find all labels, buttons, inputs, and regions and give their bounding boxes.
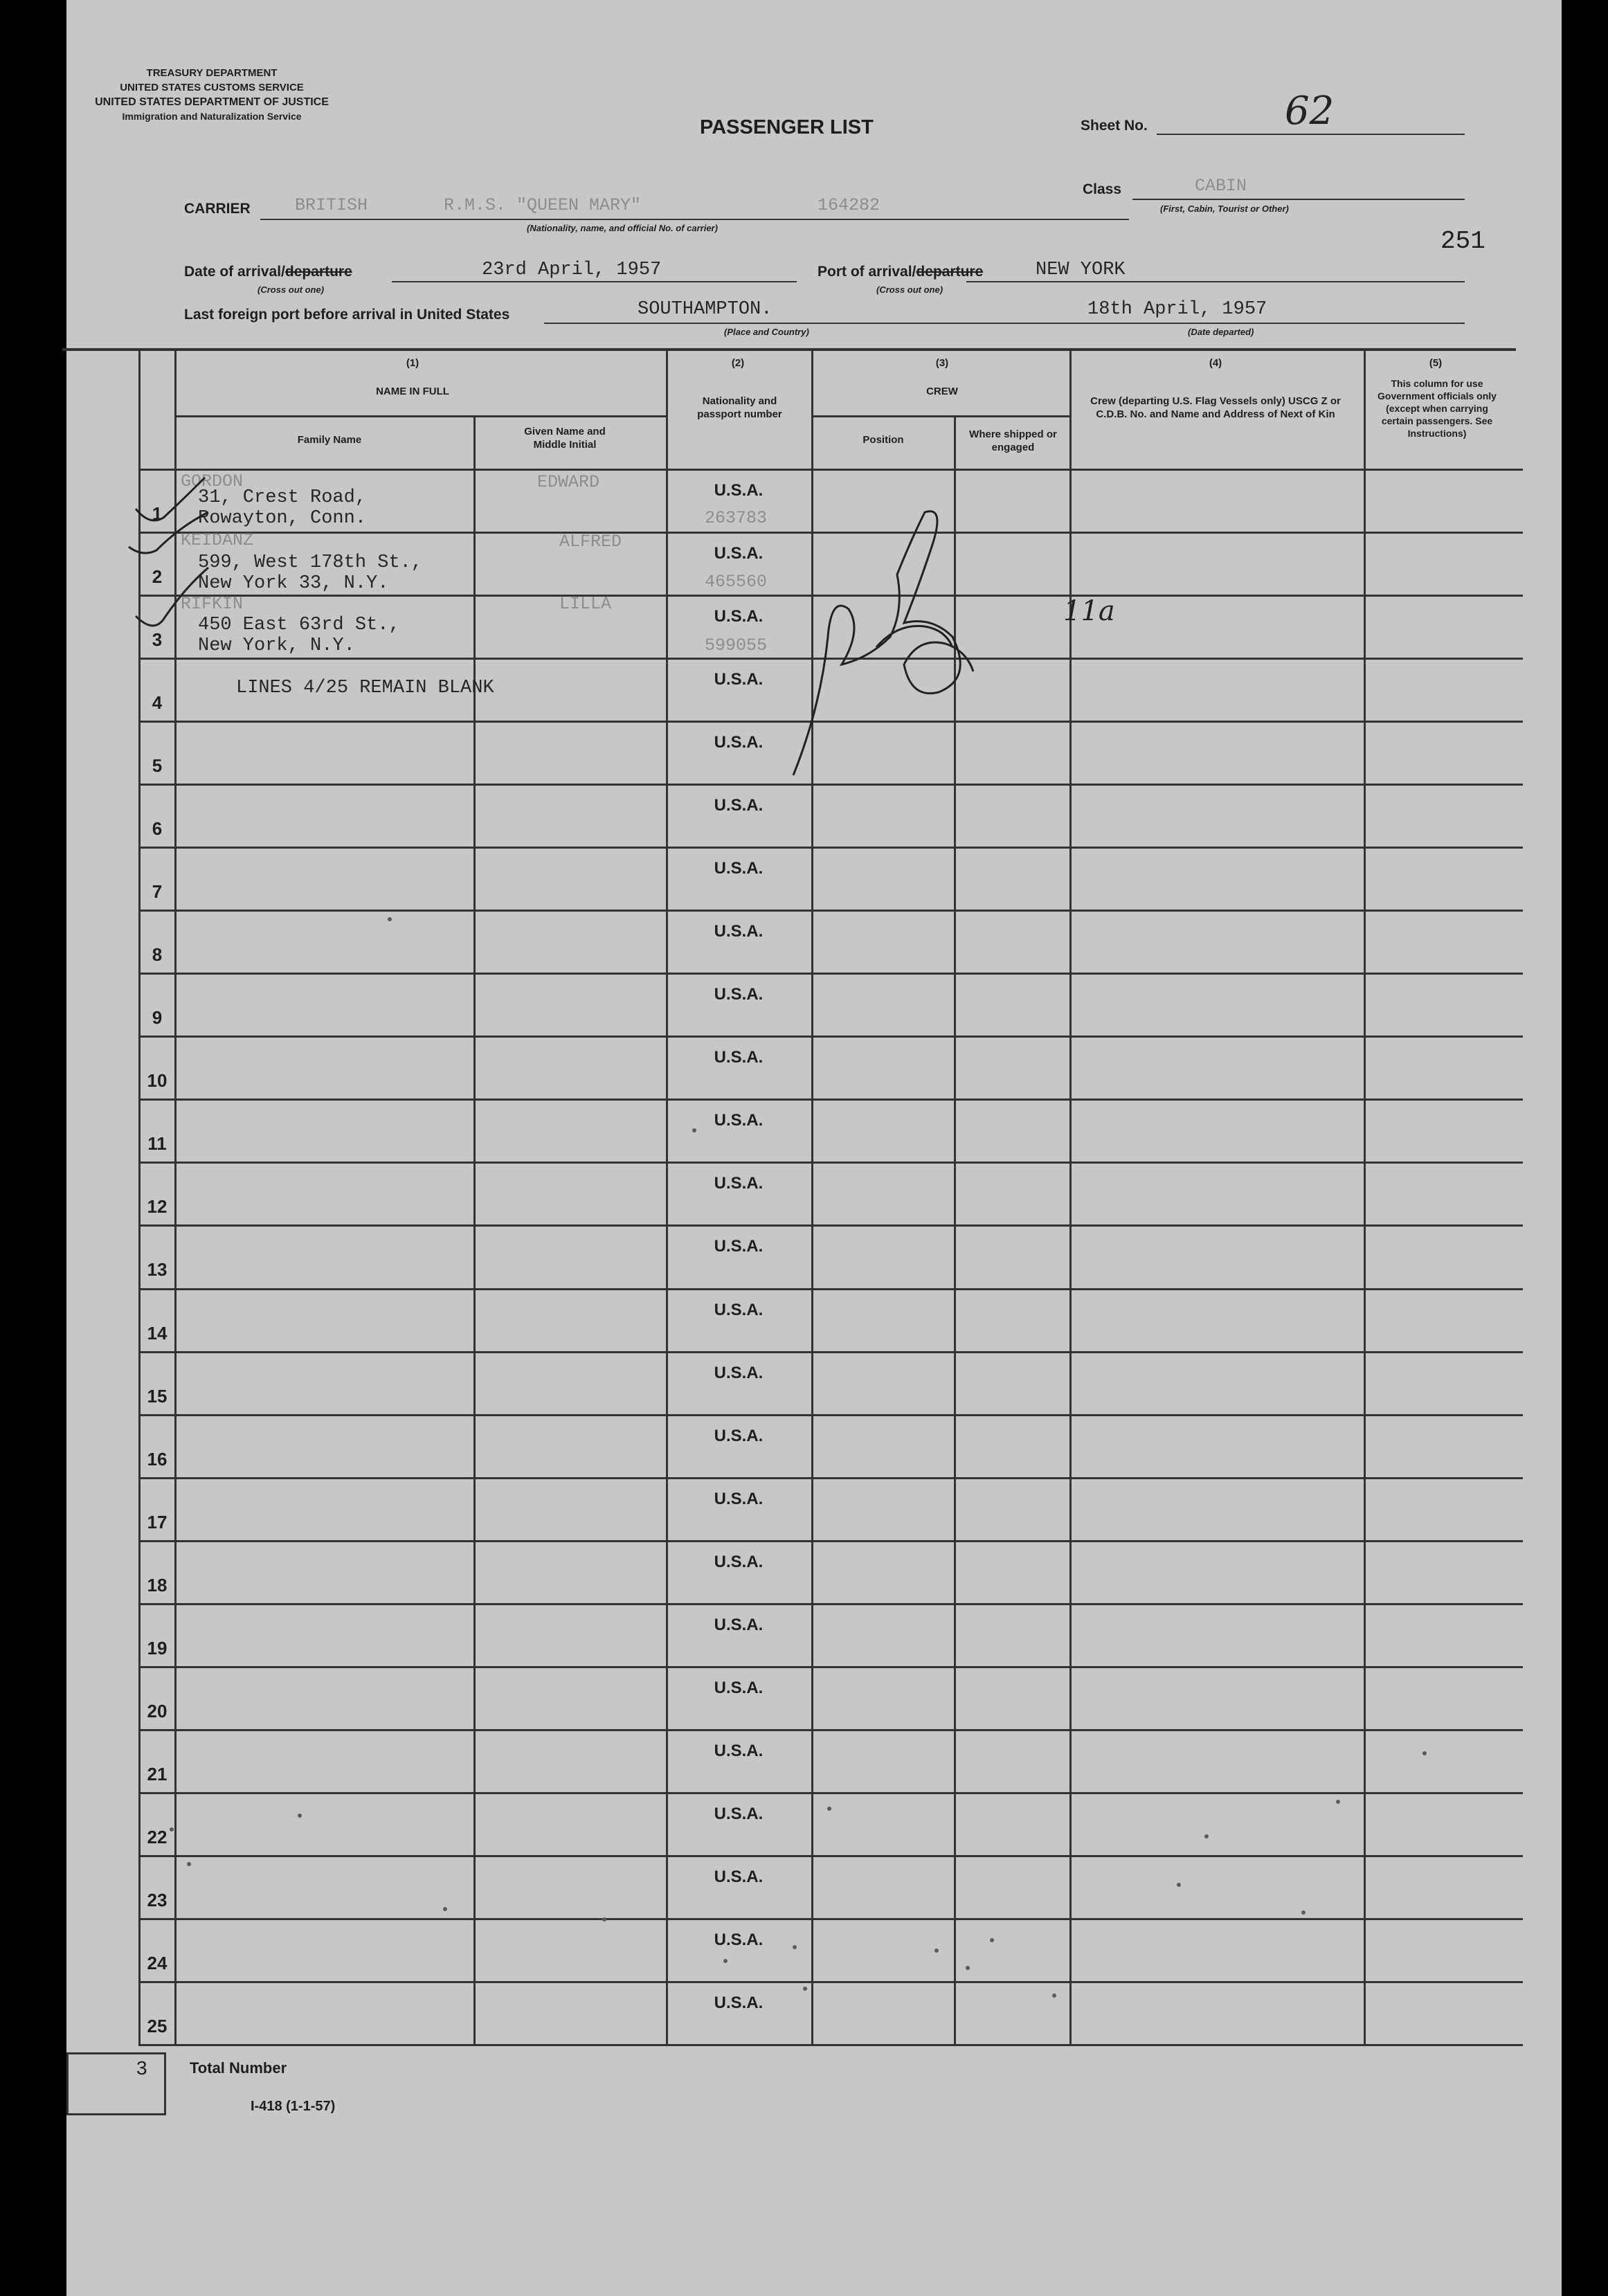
- row-divider: [138, 973, 1523, 975]
- nationality-cell: U.S.A.: [714, 1867, 764, 1886]
- paper-speck: [388, 917, 392, 921]
- port-of-arrival-value: NEW YORK: [1036, 260, 1126, 280]
- total-number-label: Total Number: [190, 2059, 287, 2077]
- entry-2-address-line1: 599, West 178th St.,: [198, 552, 423, 573]
- class-caption: (First, Cabin, Tourist or Other): [1160, 204, 1289, 214]
- row-divider: [138, 1224, 1523, 1227]
- paper-speck: [1336, 1800, 1340, 1804]
- row-number: 2: [152, 566, 163, 588]
- row-divider: [138, 1414, 1523, 1416]
- nationality-cell: U.S.A.: [714, 670, 764, 689]
- row-number: 10: [147, 1070, 168, 1092]
- agency-line: UNITED STATES DEPARTMENT OF JUSTICE: [95, 96, 329, 108]
- class-label: Class: [1083, 181, 1122, 197]
- row-divider: [138, 1288, 1523, 1290]
- form-title: PASSENGER LIST: [700, 116, 874, 138]
- row-number: 6: [152, 818, 163, 840]
- row-number: 22: [147, 1826, 168, 1847]
- paper-speck: [298, 1814, 302, 1818]
- nationality-cell: U.S.A.: [714, 1678, 764, 1697]
- carrier-caption: (Nationality, name, and official No. of carrier): [527, 223, 718, 233]
- row-number: 5: [152, 755, 163, 777]
- nationality-cell: U.S.A.: [714, 1237, 764, 1256]
- row-number: 11: [147, 1133, 167, 1155]
- row-divider: [138, 1036, 1523, 1038]
- entry-1-given: EDWARD: [537, 472, 600, 492]
- entry-3-given: LILLA: [559, 594, 612, 614]
- row-divider: [138, 1981, 1523, 1983]
- position-header: Position: [862, 434, 904, 446]
- row-number: 3: [152, 629, 163, 651]
- paper-speck: [1204, 1834, 1209, 1838]
- form-page: [66, 0, 1562, 2296]
- row-divider: [138, 1729, 1523, 1731]
- given-name-header: Given Name and Middle Initial: [524, 426, 606, 451]
- entry-2-passport: 465560: [705, 572, 768, 592]
- nationality-cell: U.S.A.: [714, 1741, 764, 1760]
- column-5-title: This column for use Government officials only (except when carrying certain passengers. See Instructions): [1377, 378, 1497, 439]
- row-divider: [138, 1855, 1523, 1857]
- sheet-label: Sheet No.: [1081, 118, 1148, 134]
- row-number: 19: [147, 1637, 168, 1658]
- paper-speck: [803, 1987, 807, 1991]
- paper-speck: [723, 1959, 728, 1963]
- paper-speck: [990, 1938, 994, 1942]
- row-number: 12: [147, 1196, 168, 1218]
- place-caption: (Place and Country): [724, 327, 809, 337]
- paper-speck: [170, 1827, 174, 1832]
- nationality-cell: U.S.A.: [714, 859, 764, 878]
- column-2-number: (2): [731, 357, 745, 369]
- entry-1-address-line2: Rowayton, Conn.: [198, 508, 367, 529]
- nationality-cell: U.S.A.: [714, 1552, 764, 1571]
- nationality-cell: U.S.A.: [714, 1930, 764, 1949]
- form-number: I-418 (1-1-57): [251, 2099, 336, 2114]
- carrier-name: R.M.S. "QUEEN MARY": [444, 195, 642, 215]
- entry-2-address-line2: New York 33, N.Y.: [198, 573, 389, 594]
- agency-line: Immigration and Naturalization Service: [122, 111, 302, 122]
- nationality-cell: U.S.A.: [714, 1174, 764, 1193]
- signature-drawing: [766, 498, 994, 789]
- carrier-nationality: BRITISH: [295, 195, 368, 215]
- row-number: 13: [147, 1259, 168, 1281]
- row-divider: [138, 1161, 1523, 1164]
- row-divider: [138, 1099, 1523, 1101]
- entry-2-given: ALFRED: [559, 532, 622, 552]
- column-4-number: (4): [1209, 357, 1222, 369]
- row-divider: [138, 1666, 1523, 1668]
- row-divider: [138, 1540, 1523, 1542]
- carrier-official-number: 164282: [817, 195, 880, 215]
- column-1-number: (1): [406, 357, 419, 369]
- row-divider: [138, 1792, 1523, 1794]
- nationality-cell: U.S.A.: [714, 1993, 764, 2012]
- paper-speck: [1301, 1910, 1306, 1915]
- row-divider: [138, 1603, 1523, 1605]
- paper-speck: [934, 1949, 939, 1953]
- nationality-cell: U.S.A.: [714, 1363, 764, 1382]
- carrier-label: CARRIER: [184, 201, 251, 217]
- agency-line: UNITED STATES CUSTOMS SERVICE: [120, 82, 304, 93]
- row-divider: [138, 1351, 1523, 1353]
- blank-lines-note: LINES 4/25 REMAIN BLANK: [236, 678, 494, 698]
- date-departed-caption: (Date departed): [1188, 327, 1254, 337]
- row-divider: [138, 1918, 1523, 1920]
- nationality-cell: U.S.A.: [714, 1048, 764, 1067]
- row-number: 24: [147, 1952, 168, 1973]
- row-number: 18: [147, 1574, 168, 1596]
- row-number: 9: [152, 1007, 163, 1029]
- page-number: 251: [1440, 227, 1485, 255]
- column-5-number: (5): [1429, 357, 1443, 369]
- row-number: 21: [147, 1763, 168, 1784]
- agency-line: TREASURY DEPARTMENT: [146, 67, 278, 79]
- nationality-cell: U.S.A.: [714, 1489, 764, 1508]
- paper-speck: [1177, 1883, 1181, 1887]
- total-number-value: 3: [136, 2057, 147, 2079]
- signature-note: 11a: [1063, 595, 1115, 627]
- entry-2-family: KEIDANZ: [181, 530, 254, 550]
- paper-speck: [187, 1862, 191, 1866]
- row-number: 8: [152, 944, 163, 966]
- entry-3-passport: 599055: [705, 635, 768, 656]
- nationality-cell: U.S.A.: [714, 607, 764, 626]
- row-divider: [138, 1477, 1523, 1479]
- nationality-cell: U.S.A.: [714, 1111, 764, 1130]
- row-divider: [138, 847, 1523, 849]
- sheet-number: 62: [1285, 89, 1335, 134]
- agency-header: [73, 66, 350, 124]
- port-cross-out-caption: (Cross out one): [876, 284, 943, 295]
- paper-speck: [1052, 1994, 1056, 1998]
- row-number: 7: [152, 881, 163, 903]
- row-number: 1: [152, 503, 163, 524]
- entry-3-address-line2: New York, N.Y.: [198, 635, 355, 656]
- entry-1-family: GORDON: [181, 471, 244, 491]
- paper-speck: [827, 1807, 831, 1811]
- row-number: 17: [147, 1511, 168, 1533]
- date-of-arrival-label: Date of arrival/departure: [184, 264, 352, 280]
- nationality-cell: U.S.A.: [714, 922, 764, 941]
- row-number: 20: [147, 1700, 168, 1721]
- paper-speck: [793, 1945, 797, 1949]
- checkmarks-drawing: [122, 471, 219, 651]
- date-cross-out-caption: (Cross out one): [258, 284, 325, 295]
- row-number: 14: [147, 1322, 168, 1344]
- entry-1-address-line1: 31, Crest Road,: [198, 487, 367, 508]
- row-number: 16: [147, 1448, 168, 1470]
- last-foreign-port-label: Last foreign port before arrival in United States: [184, 307, 510, 323]
- row-divider: [138, 910, 1523, 912]
- entry-3-address-line1: 450 East 63rd St.,: [198, 615, 400, 635]
- nationality-cell: U.S.A.: [714, 796, 764, 815]
- family-name-header: Family Name: [297, 434, 362, 446]
- paper-speck: [443, 1907, 447, 1911]
- last-foreign-port-value: SOUTHAMPTON.: [638, 299, 773, 320]
- column-2-title: Nationality and passport number: [697, 395, 782, 420]
- paper-speck: [602, 1917, 606, 1922]
- nationality-cell: U.S.A.: [714, 1615, 764, 1634]
- port-of-arrival-label: Port of arrival/departure: [817, 264, 984, 280]
- date-departed-value: 18th April, 1957: [1087, 299, 1267, 320]
- row-number: 25: [147, 2015, 168, 2036]
- column-3-number: (3): [935, 357, 949, 369]
- date-of-arrival-value: 23rd April, 1957: [482, 260, 662, 280]
- nationality-cell: U.S.A.: [714, 733, 764, 752]
- row-number: 23: [147, 1889, 168, 1910]
- where-shipped-header: Where shipped or engaged: [969, 428, 1057, 453]
- total-number-box: [66, 2052, 166, 2115]
- nationality-cell: U.S.A.: [714, 1804, 764, 1823]
- nationality-cell: U.S.A.: [714, 985, 764, 1004]
- column-4-title: Crew (departing U.S. Flag Vessels only) USCG Z or C.D.B. No. and Name and Address of Next of Kin: [1090, 395, 1341, 420]
- nationality-cell: U.S.A.: [714, 1300, 764, 1319]
- column-1-title: NAME IN FULL: [376, 386, 449, 397]
- nationality-cell: U.S.A.: [714, 481, 764, 500]
- nationality-cell: U.S.A.: [714, 1426, 764, 1445]
- row-number: 4: [152, 692, 163, 714]
- crew-header: CREW: [926, 386, 958, 397]
- nationality-cell: U.S.A.: [714, 544, 764, 563]
- entry-3-family: RIFKIN: [181, 594, 244, 614]
- entry-1-passport: 263783: [705, 508, 768, 528]
- row-number: 15: [147, 1385, 168, 1407]
- class-value: CABIN: [1195, 176, 1247, 196]
- paper-speck: [692, 1128, 696, 1132]
- paper-speck: [1422, 1751, 1427, 1755]
- paper-speck: [966, 1966, 970, 1970]
